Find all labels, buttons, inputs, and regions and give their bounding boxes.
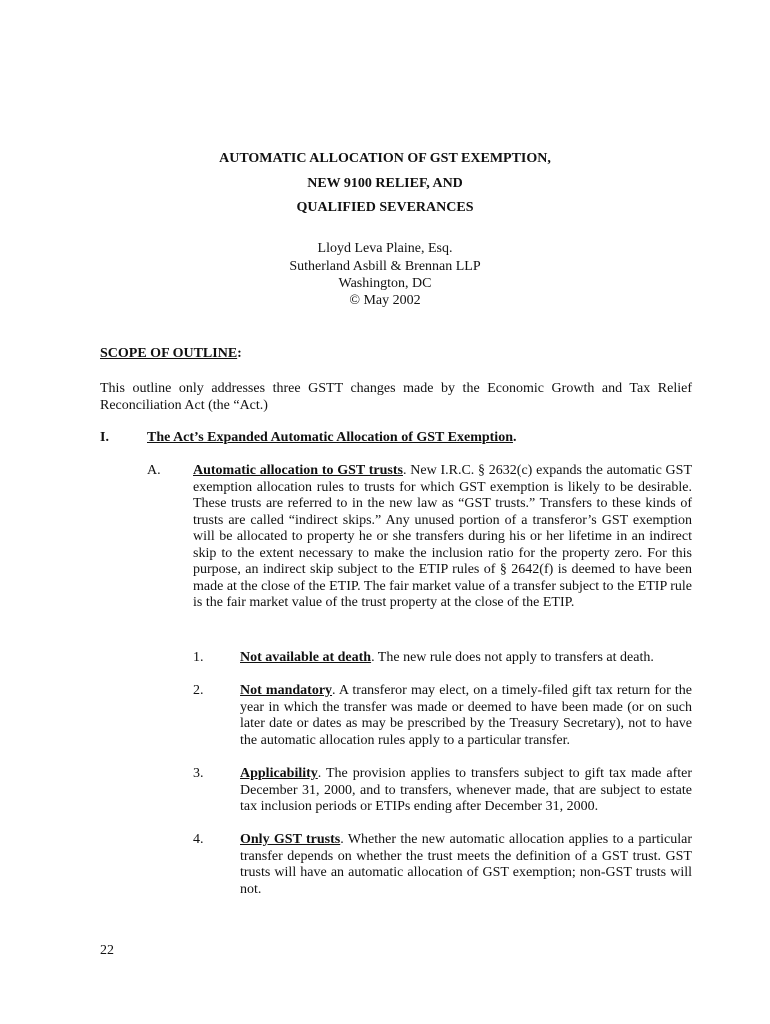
page-number: 22 bbox=[100, 943, 114, 958]
section-heading bbox=[147, 430, 516, 447]
subitem-4-paragraph bbox=[240, 832, 692, 898]
title-line-2: NEW 9100 RELIEF, AND bbox=[307, 176, 463, 191]
subitem-3-number: 3. bbox=[193, 766, 204, 781]
subitem-2-number: 2. bbox=[193, 683, 204, 698]
author-firm: Sutherland Asbill & Brennan LLP bbox=[289, 259, 481, 274]
section-number: I. bbox=[100, 430, 109, 445]
subitem-4-body: . Whether the new automatic allocation applies to a particular transfer depends on whether the trust meets the definition of a GST trust. GST trusts will have an automatic allocation of GST exemption; non-GST trusts will not. bbox=[240, 832, 692, 897]
title-line-3: QUALIFIED SEVERANCES bbox=[296, 200, 474, 215]
subitem-3-paragraph bbox=[240, 766, 692, 816]
subitem-1-heading: Not available at death bbox=[240, 650, 372, 665]
subitem-3-heading: Applicability bbox=[240, 766, 318, 781]
section-heading-text: The Act’s Expanded Automatic Allocation of GST Exemption bbox=[147, 430, 513, 445]
scope-body: This outline only addresses three GSTT changes made by the Economic Growth and Tax Relief Reconciliation Act (the “Act.) bbox=[100, 381, 692, 413]
subitem-4-number: 4. bbox=[193, 832, 204, 847]
author-name: Lloyd Leva Plaine, Esq. bbox=[317, 241, 453, 256]
scope-heading bbox=[100, 346, 242, 363]
author-date: © May 2002 bbox=[349, 293, 421, 308]
subitem-1-body: . The new rule does not apply to transfers at death. bbox=[371, 650, 654, 665]
subitem-1-paragraph bbox=[240, 650, 692, 667]
item-a-letter: A. bbox=[147, 463, 161, 478]
subitem-3-body: . The provision applies to transfers subject to gift tax made after December 31, 2000, and to transfers, whenever made, that are subject to estate tax inclusion periods or ETIPs ending after December 31, 2000. bbox=[240, 766, 692, 814]
item-a-body: . New I.R.C. § 2632(c) expands the automatic GST exemption allocation rules to trusts for which GST exemption is likely to be desirable. These trusts are referred to in the new law as “GST trusts.” Transfers to these kinds of trusts are called “indirect skips.” Any unused portion of a transferor’s GST exemption will be allocated to property he or she transfers during his or her lifetime in an indirect skip to the extent necessary to make the inclusion ratio for the property zero. For this purpose, an indirect skip subject to the ETIP rules of § 2642(f) is deemed to have been made at the close of the ETIP. The fair market value of a transfer subject to the ETIP rule is the fair market value of the trust property at the close of the ETIP. bbox=[193, 463, 692, 610]
section-heading-period: . bbox=[512, 430, 517, 445]
author-location: Washington, DC bbox=[338, 276, 432, 291]
item-a-heading: Automatic allocation to GST trusts bbox=[193, 463, 403, 478]
subitem-2-heading: Not mandatory bbox=[240, 683, 333, 698]
scope-heading-colon: : bbox=[237, 346, 242, 361]
subitem-2-paragraph bbox=[240, 683, 692, 749]
title-line-1: AUTOMATIC ALLOCATION OF GST EXEMPTION, bbox=[219, 151, 551, 166]
subitem-1-number: 1. bbox=[193, 650, 204, 665]
scope-heading-text: SCOPE OF OUTLINE bbox=[100, 346, 238, 361]
subitem-2-body: . A transferor may elect, on a timely-filed gift tax return for the year in which the transfer was made or deemed to have been made (or on such later date or dates as may be prescribed by the Treasury Secretary), not to have the automatic allocation rules apply to a particular transfer. bbox=[240, 683, 692, 748]
subitem-4-heading: Only GST trusts bbox=[240, 832, 341, 847]
item-a-paragraph bbox=[193, 463, 692, 612]
